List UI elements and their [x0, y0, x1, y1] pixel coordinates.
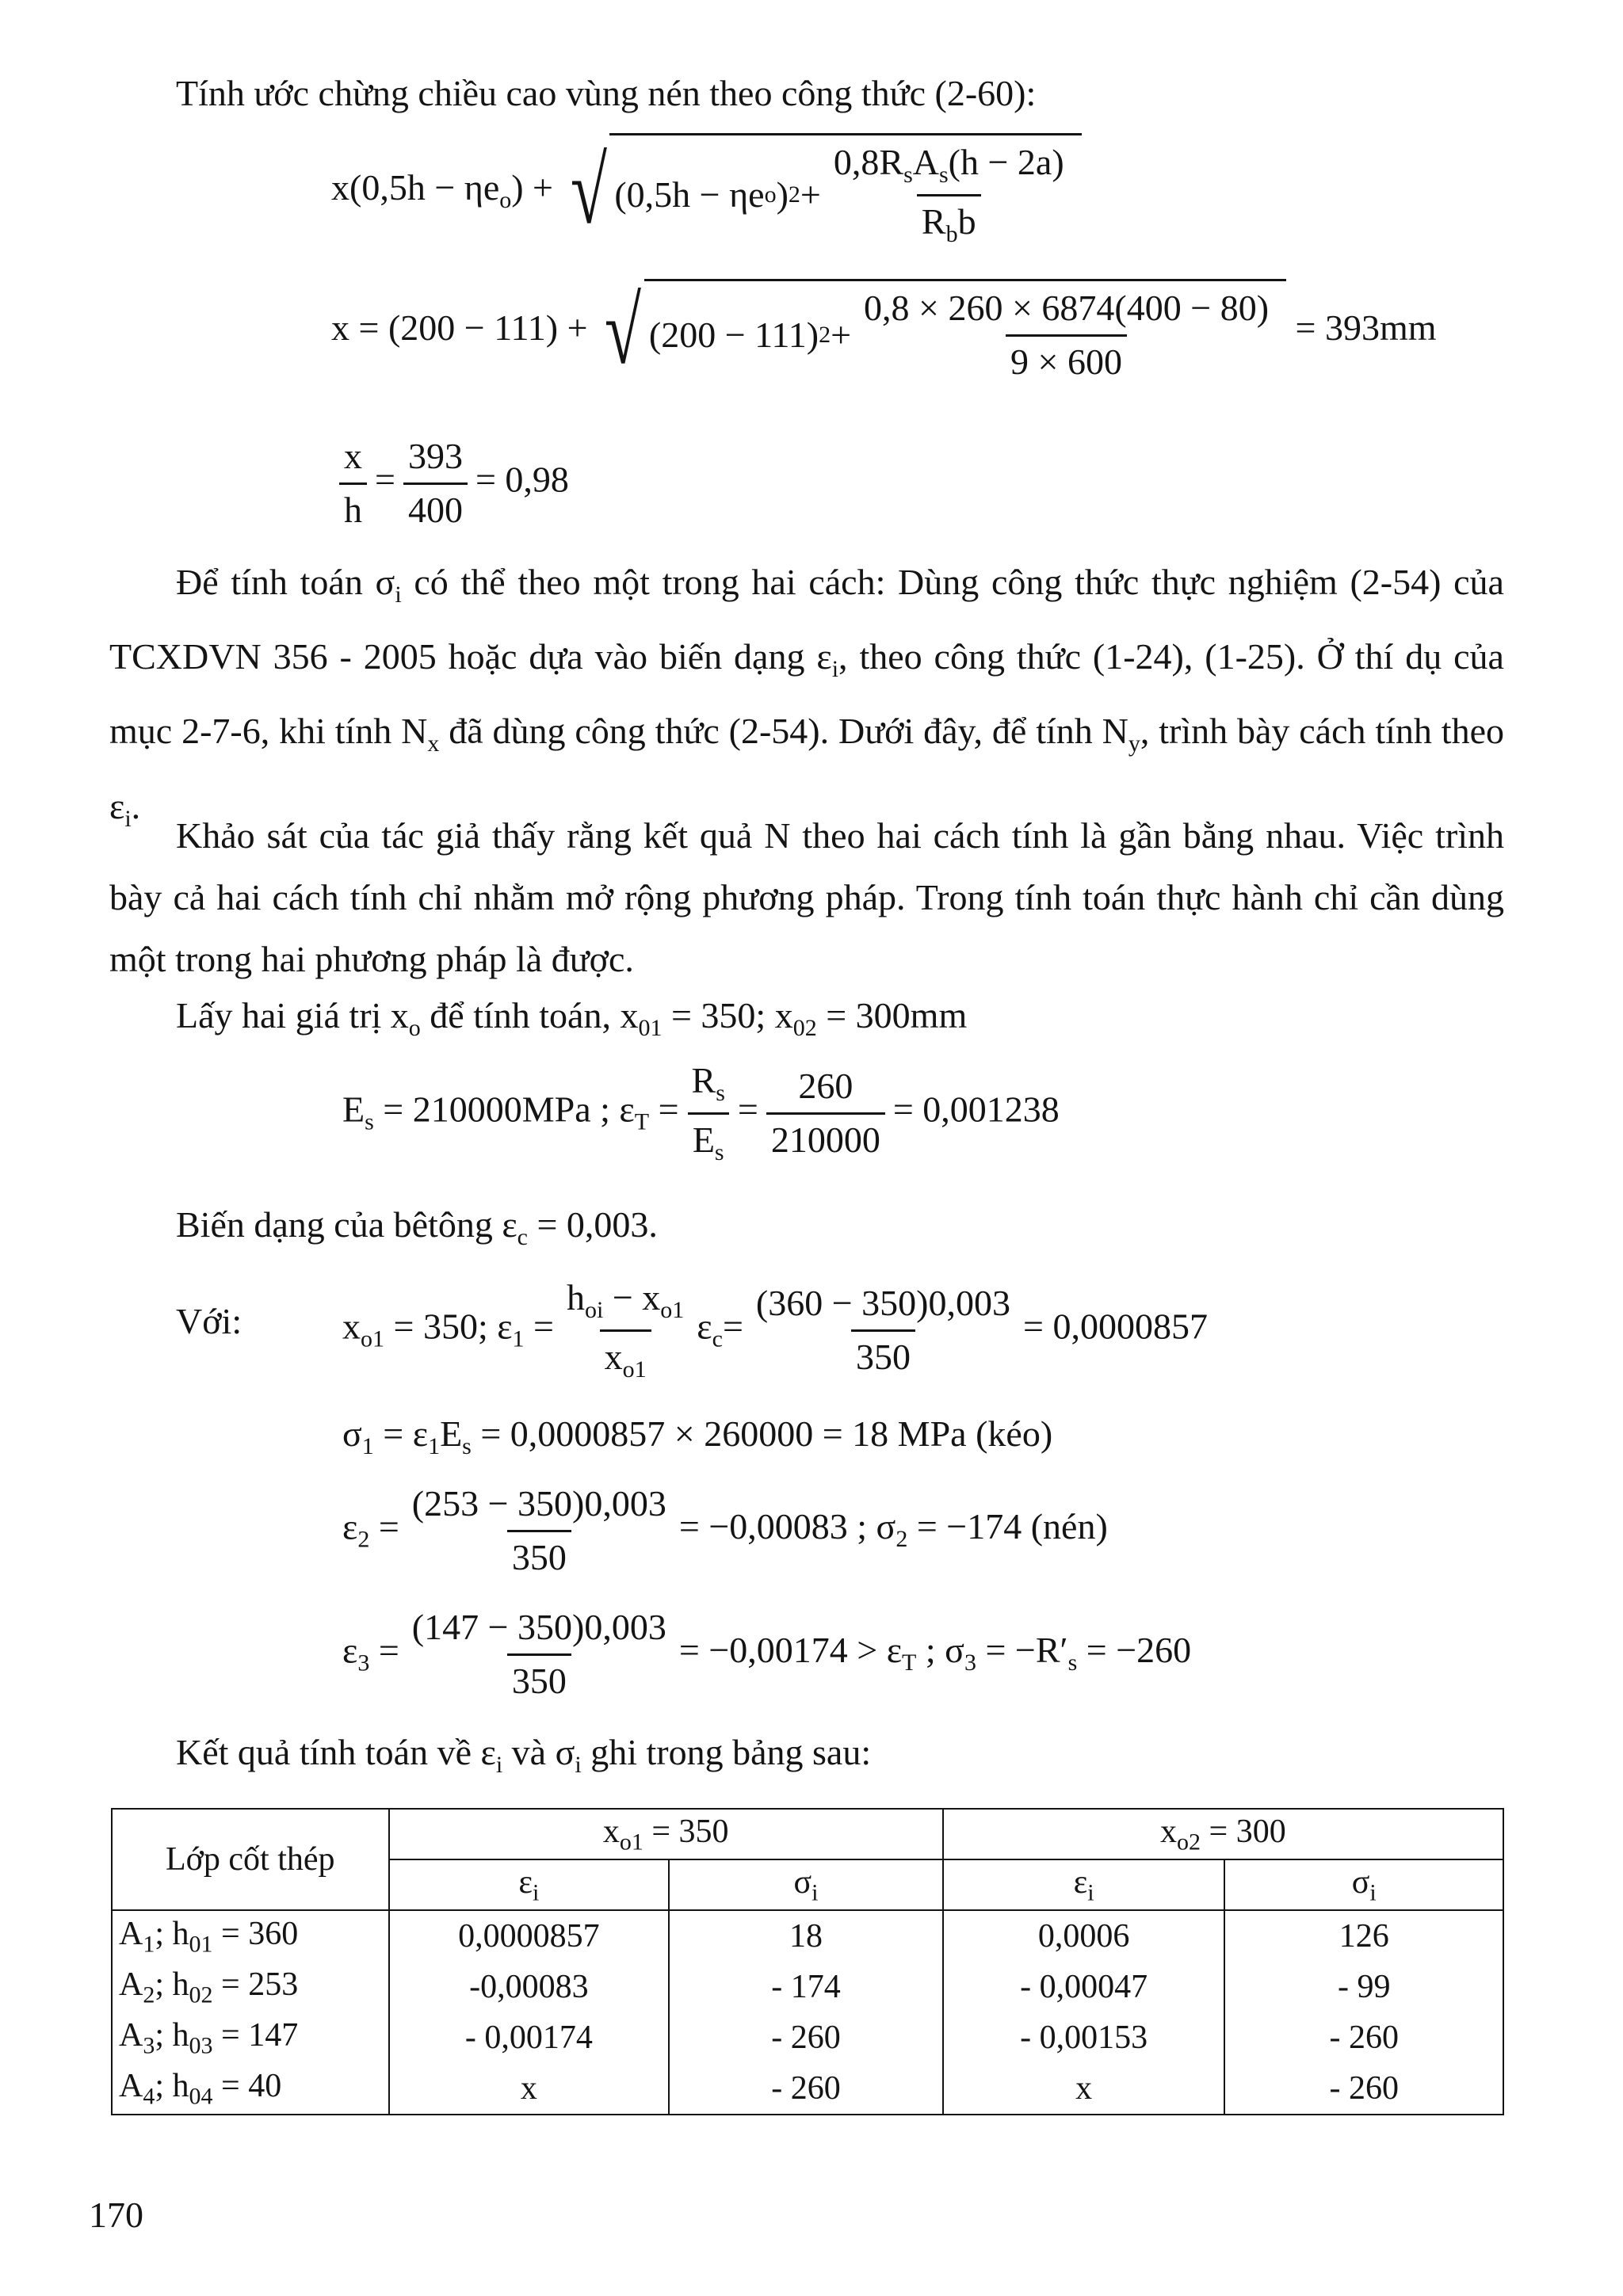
results-table — [111, 1808, 1504, 2115]
eps3-formula: $\varepsilon_3$ = $\frac{(147 - 350)0,003}{350}$ = $-0,00174 > \varepsilon_T$ ; $\sigma_3 = -R'_s = -260$ — [342, 1605, 1191, 1703]
table-cell: 18 — [669, 1910, 943, 1962]
table-group-header-2: $x_{o2} = 300$ — [943, 1809, 1503, 1859]
intro-line: Tính ước chừng chiều cao vùng nén theo công thức (2-60): — [176, 73, 1037, 113]
table-cell: - 99 — [1224, 1962, 1503, 2012]
formula-numeric: x = (200 − 111) + √ (200 − 111) 2 + $\frac{0,8 \times 260 \times 6874(400 - 80)}{9 \times 600}$ = 393mm — [331, 278, 1437, 384]
table-group-header-1: $x_{o1} = 350$ — [389, 1809, 943, 1859]
table-cell: - 0,00153 — [943, 2012, 1225, 2063]
table-cell: - 0,00174 — [389, 2012, 670, 2063]
table-row-label: $A_3$; $h_{03} = 147$ — [112, 2012, 389, 2063]
table-row — [112, 2063, 1503, 2115]
table-cell: - 0,00047 — [943, 1962, 1225, 2012]
table-subheader: $\sigma_i$ — [669, 1859, 943, 1910]
concrete-strain-line: Biến dạng của bêtông $\varepsilon_c = 0,003$. — [176, 1204, 658, 1251]
es-formula: $E_s = 210000MPa$ ; $\varepsilon_T$ = $\frac{R_s}{E_s}$ = $\frac{260}{210000}$ = 0,001238 — [342, 1060, 1060, 1166]
paragraph-sigma-methods: Để tính toán $\sigma_i$ có thể theo một trong hai cách: Dùng công thức thực nghiệm (2-54) của TCXDVN 356 - 2005 hoặc dựa vào biến dạng $\varepsilon_i$, theo công thức (1-24), (1-25). Ở thí dụ của mục 2-7-6, khi tính $N_x$ đã dùng công thức (2-54). Dưới đây, để tính $N_y$, trình bày cách tính theo $\varepsilon_i$. — [109, 562, 1504, 832]
table-row-label: $A_4$; $h_{04} = 40$ — [112, 2063, 389, 2115]
paragraph-survey: Khảo sát của tác giả thấy rằng kết quả N theo hai cách tính là gần bằng nhau. Việc trình bày cả hai cách tính chỉ nhằm mở rộng phương pháp. Trong tính toán thực hành chỉ cần dùng một trong hai phương pháp là được. — [109, 815, 1504, 979]
table-cell: - 260 — [669, 2012, 943, 2063]
table-subheader: $\varepsilon_i$ — [389, 1859, 670, 1910]
table-intro: Kết quả tính toán về $\varepsilon_i$ và $\sigma_i$ ghi trong bảng sau: — [176, 1732, 872, 1779]
table-cell: 126 — [1224, 1910, 1503, 1962]
eps1-formula: $x_{o1} = 350$; $\varepsilon_1$ = $\frac{h_{oi} - x_{o1}}{x_{o1}}$ $\varepsilon_c=$ $\frac{(360 - 350)0,003}{350}$ = 0,0000857 — [342, 1277, 1208, 1383]
table-cell: x — [389, 2063, 670, 2115]
table-cell: 0,0006 — [943, 1910, 1225, 1962]
table-subheader: $\varepsilon_i$ — [943, 1859, 1225, 1910]
ratio-formula: $\frac{x}{h}$ = $\frac{393}{400}$ = 0,98 — [331, 434, 569, 532]
table-row-label: $A_1$; $h_{01} = 360$ — [112, 1910, 389, 1962]
table-cell: x — [943, 2063, 1225, 2115]
table-cell: -0,00083 — [389, 1962, 670, 2012]
table-cell: - 174 — [669, 1962, 943, 2012]
table-row — [112, 1910, 1503, 1962]
table-row — [112, 1962, 1503, 2012]
sigma1-formula: $\sigma_1 = \varepsilon_1E_s = 0,0000857 \times 260000 = 18$ MPa (kéo) — [342, 1413, 1053, 1460]
table-corner-header: Lớp cốt thép — [112, 1809, 389, 1910]
eps2-formula: $\varepsilon_2$ = $\frac{(253 - 350)0,003}{350}$ = −0,00083 ; $\sigma_2 = -174$ (nén) — [342, 1482, 1108, 1579]
formula-general: $x(0,5h - \eta e_o)$ + √ (0,5h − ηe o ) 2 + $\frac{0,8R_sA_s(h - 2a)}{R_bb}$ — [331, 133, 1082, 249]
table-cell: - 260 — [1224, 2012, 1503, 2063]
table-cell: 0,0000857 — [389, 1910, 670, 1962]
table-row — [112, 2012, 1503, 2063]
table-row-label: $A_2$; $h_{02} = 253$ — [112, 1962, 389, 2012]
table-cell: - 260 — [669, 2063, 943, 2115]
page-number: 170 — [89, 2195, 143, 2235]
table-subheader: $\sigma_i$ — [1224, 1859, 1503, 1910]
x0-values-line: Lấy hai giá trị $x_o$ để tính toán, $x_{01} = 350$; $x_{02} = 300mm$ — [176, 995, 968, 1042]
with-label: Với: — [176, 1301, 242, 1341]
table-cell: - 260 — [1224, 2063, 1503, 2115]
